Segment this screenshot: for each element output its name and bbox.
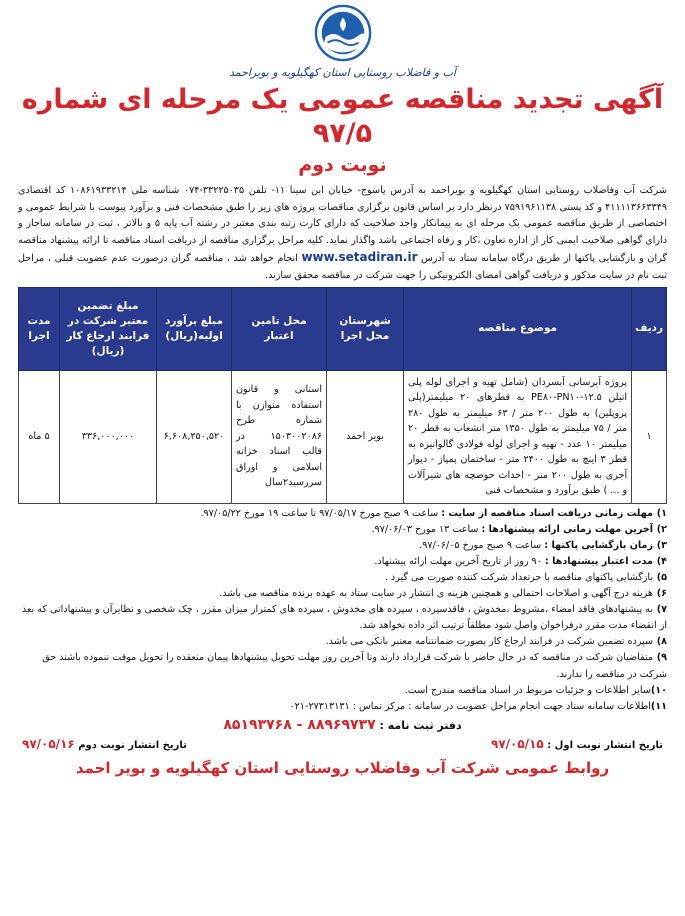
condition-title: مدت اعتبار پیشنهادها : [544, 555, 653, 567]
condition-title: آخرین مهلت زمانی ارائه پیشنهادها : [481, 523, 653, 535]
notice-round: نوبت دوم [298, 154, 387, 176]
condition-item [18, 522, 667, 538]
condition-item [18, 538, 667, 554]
registration-office-contact [18, 717, 667, 733]
public-relations-footer: روابط عمومی شرکت آب وفاضلاب روستایی استان کهگیلویه و بویر احمد [75, 758, 610, 777]
cell-city: بویر احمد [327, 370, 404, 503]
condition-item [18, 650, 667, 682]
condition-title: مهلت زمانی دریافت اسناد مناقصه از سایت : [441, 507, 653, 519]
condition-text: متقاضیان شرکت در مناقصه که در حال حاضر با شرکت قرارداد دارند وتا آخرین روز مهلت تحویل پیشنهادها پیمان منعقده را تحویل موقت ننموده باشند حق شرکت در مناقصه را ندارند. [42, 652, 667, 680]
header-duration: مدت اجرا [19, 287, 60, 370]
table-row [19, 370, 667, 503]
contact-label: دفتر ثبت نامه : [379, 718, 462, 732]
cell-estimate: ۶,۶۰۸,۲۵۰,۵۲۰ [157, 370, 232, 503]
condition-number: ۶) [656, 588, 667, 600]
condition-item [18, 683, 667, 699]
condition-text: ۹۰ روز از تاریخ آخرین مهلت ارائه پیشنهاد. [374, 555, 545, 567]
second-publication-label: تاریخ انتشار نوبت دوم [78, 739, 187, 751]
cell-guarantee: ۳۳۶,۰۰۰,۰۰۰ [60, 370, 157, 503]
condition-number: ۱) [656, 507, 667, 519]
intro-paragraph [18, 183, 667, 285]
organization-name: آب و فاضلاب روستایی استان کهگیلویه و بویراحمد [229, 66, 456, 79]
condition-text: سپرده تضمین شرکت در فرایند ارجاع کار بصورت ضمانتنامه معتبر بانکی می باشد. [325, 636, 653, 648]
condition-number: ۵) [656, 571, 667, 583]
header-estimate: مبلغ برآورد اولیه(ریال) [157, 287, 232, 370]
condition-text: اطلاعات سامانه ستاد جهت انجام مراحل عضویت در سامانه : مرکز تماس : ۲۷۳۱۳۱۳۱-۰۲۱ [289, 700, 651, 712]
condition-number: ۳) [656, 539, 667, 551]
second-publication [22, 737, 187, 751]
condition-title: زمان بازگشایی پاکتها : [544, 539, 653, 551]
conditions-list [18, 506, 667, 715]
setad-website-link[interactable]: www.setadiran.ir [301, 250, 418, 265]
table-header-row [19, 287, 667, 370]
condition-text: ساعت ۹ صبح مورخ ۹۷/۰۵/۱۷ تا ساعت ۱۹ مورخ ۹۷/۰۵/۲۲. [200, 507, 442, 519]
condition-number: ۲) [656, 523, 667, 535]
intro-text-part1: شرکت آب وفاضلاب روستایی استان کهگیلویه و بویراحمد به آدرس یاسوج- خیابان ابن سینا ۱۱- تلفن ۳۳۲۲۵۰۳۵-۰۷۴ شناسه ملی ۱۰۸۶۱۹۳۳۲۱۴ کد اقتصادی ۴۱۱۱۱۳۶۶۳۳۴۹ و کد پستی ۷۵۹۱۹۶۱۱۳۸ درنظر دارد بر اساس قانون برگزاری مناقصات پروژه های زیر را طبق مشخصات فنی و برآورد پیوست با شرایط عمومی و اختصاصی از طریق مناقصه عمومی یک مرحله ای به پیمانکار واجد صلاحیت که دارای کارت رتبه بندی معتبر در رشته آب پایه ۵ و بالاتر ، ثبت در سامانه ساجار و دارای گواهی صلاحیت ایمنی کار از اداره تعاون ،کار و رفاه اجتماعی باشد واگذار نماید. کلیه مراحل برگزاری مناقصه از دریافت اسناد مناقصه تا ارائه پیشنهاد مناقصه گران و بازگشایی پاکتها از طریق درگاه سامانه ستاد به آدرس [18, 185, 668, 265]
tender-table [18, 287, 667, 504]
cell-subject: پروژه آبرسانی آبسردان (شامل تهیه و اجرای لوله پلی اتیلن PE۸۰-PN۱۰-۱۲.۵ به قطرهای ۲۰ میلیمتر(پلی پروپلین) به طول ۲۰۰ متر / ۶۳ میلیمتر به طول ۲۸۰ متر / ۷۵ میلیمتر به طول ۱۳۵۰ متر انشعاب به قطر ۲۰ میلیمتر ۱۰ عدد - تهیه و اجرای لوله فولادی گالوانیزه به قطر ۳ اینچ به طول ۲۴۰۰ متر - ساختمان پمپاژ - دیوار آجری به طول ۲۰۰ متر - احداث حوضچه های شیرآلات و ... ) طبق برآورد و مشخصات فنی [404, 370, 632, 503]
condition-item [18, 586, 667, 602]
first-publication-date: ۹۷/۰۵/۱۵ [491, 736, 544, 751]
header-credit-source: محل تامین اعتبار [232, 287, 327, 370]
cell-credit-source: استانی و قانون استفاده متوازن با شماره طرح ۱۵۰۳۰۰۲۰۸۶ در قالب اسناد خزانه اسلامی و اوراق سررسید۲سال [232, 370, 327, 503]
first-publication [491, 737, 663, 751]
condition-text: ساعت ۱۳ مورخ ۹۷/۰۶/۰۳. [371, 523, 482, 535]
condition-item [18, 699, 667, 715]
logo-area [18, 0, 667, 64]
condition-text: ساعت ۹ صبح مورخ ۹۷/۰۶/۰۵. [419, 539, 545, 551]
condition-text: سایر اطلاعات و جزئیات مربوط در اسناد مناقصه مندرج است. [404, 684, 651, 696]
header-guarantee: مبلغ تضمین معتبر شرکت در فرایند ارجاع کار (ریال) [60, 287, 157, 370]
first-publication-label: تاریخ انتشار نوبت اول : [547, 739, 663, 751]
condition-item [18, 506, 667, 522]
condition-text: هزینه درج آگهی و اصلاحات احتمالی و همچنین هزینه ی انتشار در سایت ستاد به عهده برنده مناقصه می باشد. [219, 588, 653, 600]
header-row-number: ردیف [632, 287, 667, 370]
condition-number: ۱۰) [650, 684, 667, 696]
cell-row-number: ۱ [632, 370, 667, 503]
condition-number: ۹) [656, 652, 667, 664]
condition-item [18, 570, 667, 586]
condition-number: ۸) [656, 636, 667, 648]
condition-number: ۴) [656, 555, 667, 567]
condition-number: ۱۱) [650, 700, 667, 712]
second-publication-date: ۹۷/۰۵/۱۶ [22, 736, 75, 751]
publication-dates [18, 737, 667, 751]
intro-text-part2: انجام خواهد شد ، مناقصه گران درصورت عدم عضویت قبلی ، مراحل ثبت نام در سایت مذکور و دریافت گواهی امضای الکترونیکی را جهت شرکت در مناقصه محقق سازند. [18, 253, 667, 281]
header-city: شهرستان محل اجرا [327, 287, 404, 370]
condition-item [18, 634, 667, 650]
contact-numbers: ۸۸۹۶۹۷۳۷ - ۸۵۱۹۳۷۶۸ [223, 716, 376, 733]
condition-text: بازگشایی پاکتهای مناقصه با حرتعداد شرکت کننده صورت می گیرد . [384, 571, 653, 583]
header-subject: موضوع مناقصه [404, 287, 632, 370]
condition-text: به پیشنهادهای فاقد امضاء ،مشروط ،مخدوش ، فاقدسپرده ، سپرده های مخدوش ، سپرده های کمتراز میزان مقرر ، چک شخصی و نظایرآن و پیشنهاداتی که بعد از انقضاء مدت مقرر درفراخوان واصل شود مطلقاً ترتیب اثر داده نخواهد شد. [21, 604, 667, 632]
condition-item [18, 554, 667, 570]
water-company-logo-icon [314, 4, 372, 62]
condition-item [18, 602, 667, 634]
condition-number: ۷) [656, 604, 667, 616]
notice-title: آگهی تجدید مناقصه عمومی یک مرحله ای شماره ۹۷/۵ [21, 84, 664, 149]
cell-duration: ۵ ماه [19, 370, 60, 503]
